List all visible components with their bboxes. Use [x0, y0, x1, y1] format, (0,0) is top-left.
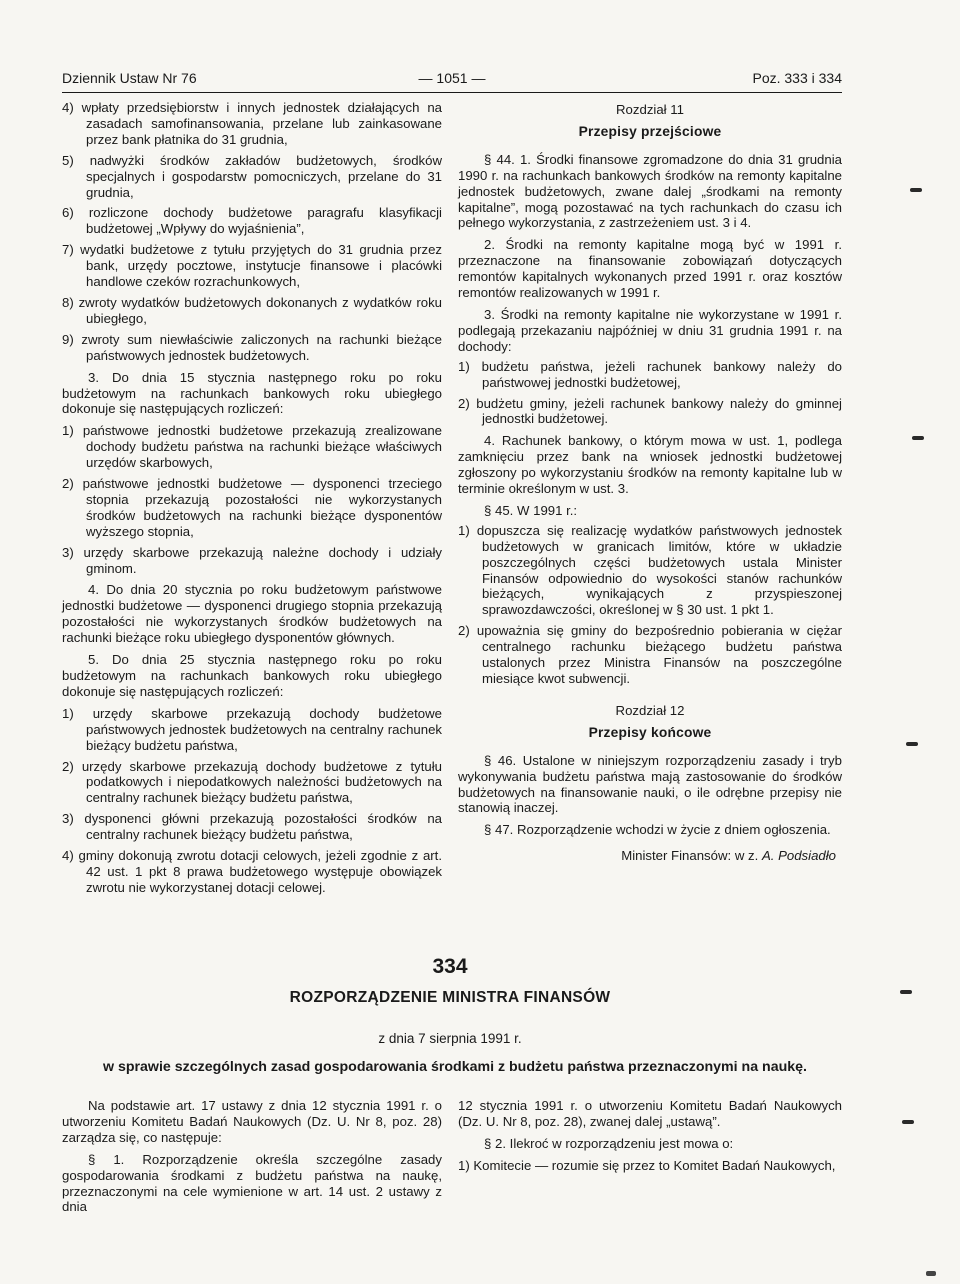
position-number: Poz. 333 i 334 [752, 70, 842, 86]
page-number: — 1051 — [418, 70, 486, 86]
chapter-12-title: Rozdział 12 [615, 702, 685, 718]
scan-mark [906, 742, 918, 746]
act-date: z dnia 7 sierpnia 1991 r. [378, 1031, 522, 1046]
paragraph: 2. Środki na remonty kapitalne mogą być w 1991 r. przeznaczone na finansowanie zobowiązań dotyczących remontów kapitalnych wykonanych przed 1991 r. oraz kosztów remontów realizowanych w 1991 r. [458, 237, 842, 301]
list-item: 4) wpłaty przedsiębiorstw i innych jednostek działających na zasadach samofinansowania, przelane lub zainkasowane przez bank płatnika do 31 grudnia, [62, 100, 442, 147]
paragraph: Na podstawie art. 17 ustawy z dnia 12 stycznia 1991 r. o utworzeniu Komitetu Badań Naukowych (Dz. U. Nr 8, poz. 28) zarządza się, co następuje: [62, 1098, 442, 1145]
act-right-column [458, 1092, 842, 1179]
list-item: 4) gminy dokonują zwrotu dotacji celowych, jeżeli zgodnie z art. 42 ust. 1 pkt 8 prawa budżetowego występuje obowiązek zwrotu nie wykorzystanej dotacji celowej. [62, 848, 442, 895]
list-item: 3) dysponenci główni przekazują pozostałości środków na centralny rachunek bieżący budżetu państwa, [62, 811, 442, 843]
signature [458, 848, 842, 864]
list-item: 2) urzędy skarbowe przekazują dochody budżetowe z tytułu podatkowych i niepodatkowych należności budżetowych na centralny rachunek bieżący budżetu państwa, [62, 758, 442, 806]
paragraph: § 1. Rozporządzenie określa szczególne zasady gospodarowania środkami z budżetu państwa na naukę, przeznaczonymi na cele wymienione w art. 14 ust. 2 ustawy z dnia [62, 1151, 442, 1215]
paragraph: § 44. 1. Środki finansowe zgromadzone do dnia 31 grudnia 1990 r. na rachunkach bankowych środków na remonty kapitalne jednostek budżetowych, zwane dalej „środkami na remonty kapitalne”, mogą pozostawać na tych rachunkach do czasu ich pełnego wykorzystania, z zastrzeżeniem ust. 3 i 4. [458, 151, 842, 231]
signature-name: A. Podsiadło [761, 848, 836, 864]
list-item: 7) wydatki budżetowe z tytułu przyjętych do 31 grudnia przez bank, urzędy pocztowe, instytucje finansowe i placówki handlowe czeków rozrachunkowych, [62, 242, 442, 290]
list-item: 9) zwroty sum niewłaściwie zaliczonych na rachunki bieżące państwowych jednostek budżetowych. [62, 331, 442, 363]
scan-mark [900, 990, 912, 994]
scan-mark [912, 436, 924, 440]
right-column [458, 100, 842, 864]
scan-mark [910, 188, 922, 192]
act-subject: w sprawie szczególnych zasad gospodarowania środkami z budżetu państwa przeznaczonymi na naukę. [102, 1059, 808, 1075]
paragraph: § 47. Rozporządzenie wchodzi w życie z dniem ogłoszenia. [484, 822, 831, 838]
list-item: 1) dopuszcza się realizację wydatków państwowych jednostek budżetowych w granicach limitów, które w układzie poszczególnych części budżetowych ustala Minister Finansów odpowiednio do wysokości stanów rachunków bieżących, wynikających z przyspieszonej sprawozdawczości, określonej w § 30 ust. 1 pkt 1. [458, 522, 842, 618]
scan-mark [926, 1271, 936, 1276]
list-item: 3) urzędy skarbowe przekazują należne dochody i udziały gminom. [62, 544, 442, 576]
list-item: 8) zwroty wydatków budżetowych dokonanych z wydatków roku ubiegłego, [62, 294, 442, 326]
list-item: 1) budżetu państwa, jeżeli rachunek bankowy należy do państwowej jednostki budżetowej, [458, 358, 842, 390]
act-left-column [62, 1092, 442, 1221]
chapter-11-subtitle: Przepisy przejściowe [578, 123, 722, 139]
list-item: 2) upoważnia się gminy do bezpośrednio pobierania w ciężar centralnego rachunku bieżącego budżetu państwa ustalonych przez Ministra Finansów na poszczególne miesiące kwot subwencji. [458, 623, 842, 686]
act-number: 334 [432, 955, 468, 978]
list-item: 1) państwowe jednostki budżetowe przekazują zrealizowane dochody budżetu państwa na rachunki bieżące właściwych urzędów skarbowych, [62, 423, 442, 471]
act-title: ROZPORZĄDZENIE MINISTRA FINANSÓW [289, 989, 611, 1006]
list-item: 1) urzędy skarbowe przekazują dochody budżetowe państwowych jednostek budżetowych na centralny rachunek bieżący budżetu państwa, [62, 705, 442, 753]
chapter-11-title: Rozdział 11 [616, 102, 684, 117]
list-item: 6) rozliczone dochody budżetowe paragrafu klasyfikacji budżetowej „Wpływy do wyjaśnienia”, [62, 205, 442, 237]
left-column [62, 100, 442, 901]
list-item: 2) budżetu gminy, jeżeli rachunek bankowy należy do gminnej jednostki budżetowej. [458, 395, 842, 427]
paragraph: § 45. W 1991 r.: [484, 502, 578, 518]
header-rule [62, 92, 842, 93]
scan-mark [902, 1120, 914, 1124]
list-item: 1) Komitecie — rozumie się przez to Komitet Badań Naukowych, [458, 1157, 836, 1173]
list-item: 2) państwowe jednostki budżetowe — dysponenci trzeciego stopnia przekazują pozostałości nie wykorzystanych środków budżetowych na rachunki bieżące dysponentów wyższego stopnia, [62, 476, 442, 539]
list-item: 5) nadwyżki środków zakładów budżetowych, środków specjalnych i gospodarstw pomocniczych, przelane do 31 grudnia, [62, 152, 442, 200]
journal-title: Dziennik Ustaw Nr 76 [62, 70, 197, 86]
paragraph: 4. Rachunek bankowy, o którym mowa w ust. 1, podlega zamknięciu przez bank na wniosek jednostki budżetowej zgłoszony po wykorzystaniu środków na remonty kapitalne lub w terminie określonym w ust. 3. [458, 433, 842, 497]
signature-prefix: Minister Finansów: w z. [621, 848, 762, 864]
paragraph: 3. Do dnia 15 stycznia następnego roku po roku budżetowym na rachunkach bankowych roku ubiegłego dokonuje się następujących rozliczeń: [62, 369, 442, 417]
chapter-12-subtitle: Przepisy końcowe [588, 724, 712, 740]
paragraph: 3. Środki na remonty kapitalne nie wykorzystane w 1991 r. podlegają przekazaniu najpóźniej w dniu 31 grudnia 1991 r. na dochody: [458, 306, 842, 354]
paragraph: 4. Do dnia 20 stycznia po roku budżetowym państwowe jednostki budżetowe — dysponenci drugiego stopnia przekazują pozostałości nie wykorzystanych środków budżetowych na rachunki bieżące roku ubiegłego dysponentów głównych. [62, 582, 442, 646]
paragraph: 5. Do dnia 25 stycznia następnego roku po roku budżetowym na rachunkach bankowych roku ubiegłego dokonuje się następujących rozliczeń: [62, 652, 442, 699]
paragraph: § 2. Ilekroć w rozporządzeniu jest mowa o: [484, 1135, 734, 1151]
paragraph: 12 stycznia 1991 r. o utworzeniu Komitetu Badań Naukowych (Dz. U. Nr 8, poz. 28), zwanej dalej „ustawą”. [458, 1098, 842, 1129]
page-header [62, 70, 842, 90]
paragraph: § 46. Ustalone w niniejszym rozporządzeniu zasady i tryb wykonywania budżetu państwa mają zastosowanie do środków budżetowych na finansowanie nauki, o ile odrębne przepisy nie stanowią inaczej. [458, 752, 842, 816]
